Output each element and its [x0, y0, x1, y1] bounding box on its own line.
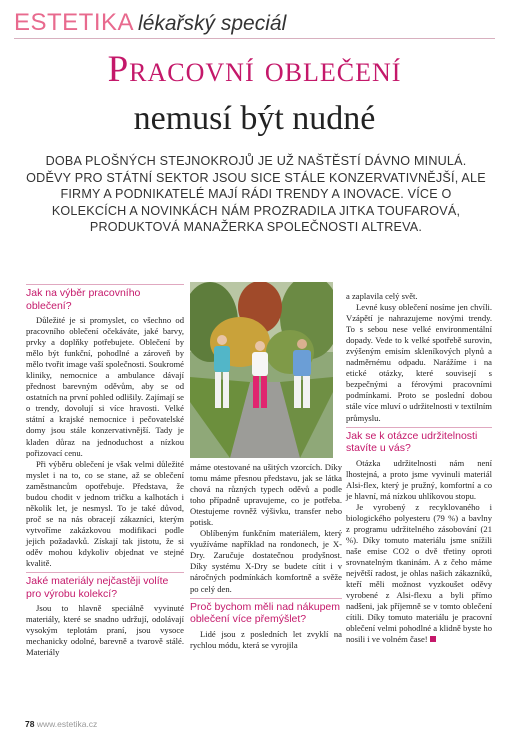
brand-name: ESTETIKA: [14, 9, 135, 36]
paragraph: Oblíbeným funkčním materiálem, který využíváme například na rondonech, je X-Dry. Zaručuje dostatečnou prodyšnost. Díky systému X-Dry se budete cítit i v náročných podmínkách komfortně a svěže po celý den.: [190, 528, 342, 594]
question-heading: Jaké materiály nejčastěji volíte pro výrobu kolekcí?: [26, 572, 184, 600]
question-heading: Jak na výběr pracovního oblečení?: [26, 284, 184, 312]
paragraph: máme otestované na ušitých vzorcích. Díky tomu máme přesnou představu, jak se látka chová na různých typech oděvů a podle toho případně upravujeme, co je potřeba. Otestujeme rovněž výšivku, transfer nebo potisk.: [190, 462, 342, 528]
question-heading: Jak se k otázce udržitelnosti stavíte u vás?: [346, 427, 492, 455]
section-label: lékařský speciál: [138, 12, 287, 35]
paragraph: [346, 502, 492, 646]
paragraph: Otázka udržitelnosti nám není lhostejná, a proto jsme vyvinuli materiál Alsi-flex, který je pružný, komfortní a co je hlavní, má nízkou uhlíkovou stopu.: [346, 457, 492, 501]
text-column-3: [346, 291, 492, 645]
paragraph: Lidé jsou z posledních let zvyklí na rychlou módu, která se vyrojila: [190, 628, 342, 650]
article-photo: [190, 282, 333, 458]
text-column-2: [190, 462, 342, 651]
paragraph-text: Je vyrobený z recyklovaného i biologického polyesteru (79 %) a bavlny z programu udržitelného zásobování (21 %). Díky tomuto materiálu jsme snížili naše emise CO2 o dvě třetiny oproti srovnatelným tkaninám. A z čeho máme největší radost, je ohlas našich zákazníků, kteří měli možnost vyzkoušet oděvy vyrobené z Alsi-flexu a byli přímo nadšeni, jak příjemně se v tomto oblečení cítili. Díky tomuto materiálu je pracovní oblečení velmi pohodlné a klidně byste ho nosili i ve volném čase!: [346, 501, 492, 645]
photo-illustration: [190, 282, 333, 458]
article-subtitle: nemusí být nudné: [133, 100, 376, 137]
magazine-header: [14, 9, 286, 39]
page-number: 78: [25, 719, 35, 729]
paragraph: a zaplavila celý svět.: [346, 291, 418, 301]
paragraph: Jsou to hlavně speciálně vyvinuté materiály, které se snadno udržují, odolávají vysokým teplotám praní, jsou vysoce mechanicky odolné, barevně a tvarově stálé. Materiály: [26, 603, 184, 658]
lead-paragraph: DOBA PLOŠNÝCH STEJNOKROJŮ JE UŽ NAŠTĚSTÍ DÁVNO MINULÁ. ODĚVY PRO STÁTNÍ SEKTOR JSOU SICE STÁLE KONZERVATIVNĚJŠÍ, ALE FIRMY A PODNIKATELÉ MAJÍ RÁDI TRENDY A INOVACE. VÍCE O KOLEKCÍCH A NOVINKÁCH NÁM PROZRADILA JITKA TOUFAROVÁ, PRODUKTOVÁ MANAŽERKA SPOLEČNOSTI ALTREVA.: [26, 154, 486, 234]
paragraph: Levné kusy oblečení nosíme jen chvíli. Vzápětí je nahrazujeme novými trendy. To s sebou nese velké environmentální dopady. Vede to k velké spotřebě surovin, zvýšeným emisím skleníkových plynů a nadměrnému odpadu. Narážíme i na etické otázky, které souvisejí s bezpečnými a férovými pracovními podmínkami. Proto se poslední dobou stále více mluví o udržitelnosti v textilním průmyslu.: [346, 302, 492, 423]
article-title: Pracovní oblečení: [107, 49, 402, 90]
paragraph: Při výběru oblečení je však velmi důležité myslet i na to, co se stane, až se oblečení zaměstnancům opotřebuje. Představa, že budou chodit v jednom tričku a kalhotách i několik let, je nesmysl. To je také důvod, proč se na nás obracejí zákazníci, kterým vytvoříme zakázkovou modifikaci podle jejich požadavků. Získají tak jistotu, že si oděv mohou kdykoliv objednat ve stejné kvalitě.: [26, 458, 184, 569]
question-heading: Proč bychom měli nad nákupem oblečení více přemýšlet?: [190, 598, 342, 626]
paragraph: Důležité je si promyslet, co všechno od pracovního oblečení očekáváte, jaké barvy, prvky a doplňky potřebujete. Oblečení by mělo být funkční, pohodlné a zároveň by mělo tvořit image vaší společnosti. Soukromé kliniky, nemocnice a ambulance dávají přednost barevným oděvům, aby se od ostatních na první pohled odlišily. Zajímají se o trendy, dovolují si více hravosti. Velké státní a krajské nemocnice i pečovatelské domy jsou stále konzervativnější. Tady je kladen důraz na jednoduchost a nízkou pořizovací cenu.: [26, 315, 184, 458]
header-divider: [14, 38, 495, 39]
end-mark: [430, 636, 436, 642]
website-url: www.estetika.cz: [36, 719, 98, 729]
page-footer: [25, 719, 97, 729]
text-column-1: [26, 281, 184, 658]
